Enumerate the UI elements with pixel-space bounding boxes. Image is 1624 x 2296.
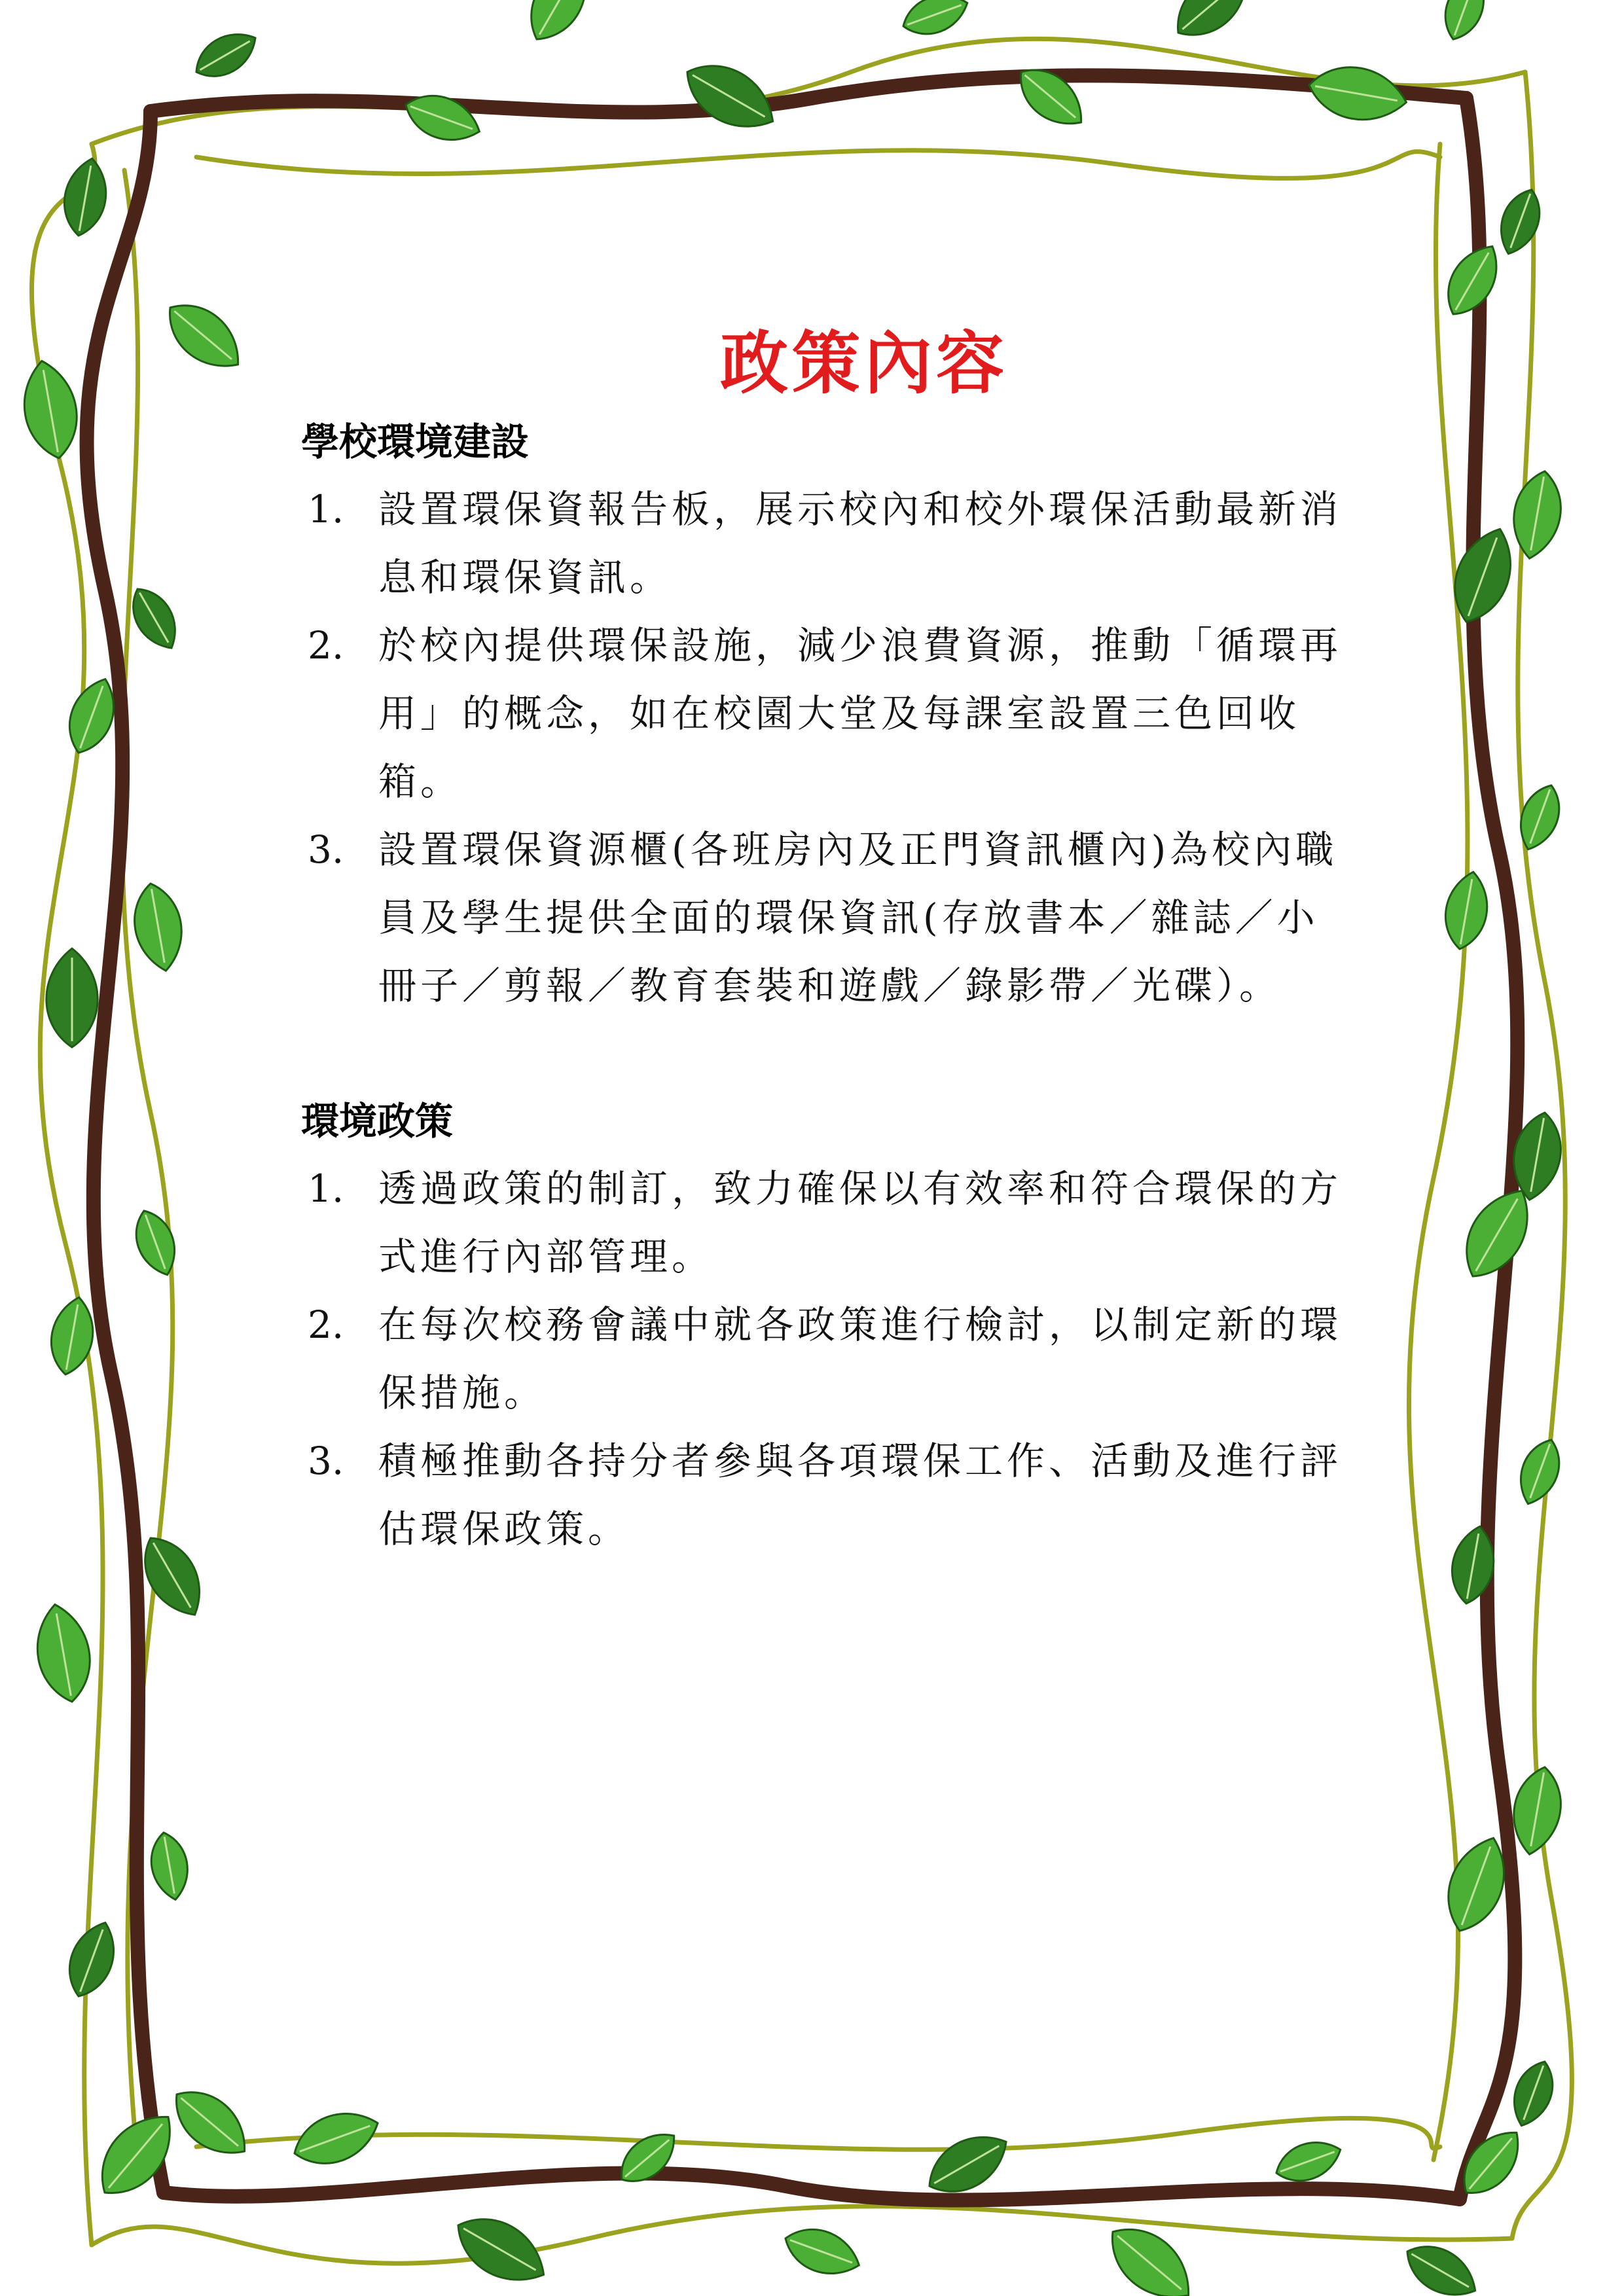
- leaf-icon: [1505, 2056, 1561, 2132]
- leaf-icon: [1271, 2133, 1346, 2189]
- leaf-icon: [1163, 0, 1261, 50]
- vine-left: [87, 111, 164, 2193]
- leaf-icon: [897, 0, 973, 43]
- list-item: 1. 透過政策的制訂，致力確保以有效率和符合環保的方式進行內部管理。: [308, 1166, 1343, 1279]
- leaf-icon: [46, 948, 98, 1047]
- leaf-icon: [1305, 60, 1411, 127]
- leaf-icon: [128, 880, 189, 975]
- leaf-icon: [122, 581, 187, 657]
- list-item: 2. 在每次校務會議中就各政策進行檢討，以制定新的環保措施。: [308, 1302, 1343, 1415]
- list-item: 2. 於校內提供環保設施，減少浪費資源，推動「循環再用」的概念，如在校園大堂及每課室設置三色回收箱。: [308, 623, 1343, 804]
- leaf-icon: [1492, 184, 1548, 260]
- page-title: 政策內容: [719, 323, 1008, 403]
- leaf-icon: [58, 155, 112, 240]
- list-item: 3. 積極推動各持分者參與各項環保工作、活動及進行評估環保政策。: [308, 1439, 1343, 1551]
- list-item: 3. 設置環保資源櫃(各班房內及正門資訊櫃內)為校內職員及學生提供全面的環保資訊(存放書本／雜誌／小冊子／剪報／教育套裝和遊戲／錄影帶／光碟）。: [308, 827, 1338, 1008]
- leaf-icon: [1439, 869, 1493, 953]
- leaf-icon: [29, 1600, 97, 1706]
- tendril-bottom-inner: [196, 2118, 1440, 2149]
- leaf-icon: [1397, 2234, 1485, 2296]
- vine-bottom: [164, 2173, 1460, 2200]
- leaf-icon: [155, 290, 253, 382]
- section-heading: 環境政策: [301, 1099, 454, 1143]
- section-heading: 學校環境建設: [301, 420, 530, 464]
- leaf-icon: [16, 357, 84, 463]
- tendril-right-inner: [1409, 144, 1467, 2160]
- section-school-environment: [301, 412, 1348, 1020]
- leaf-icon: [60, 1916, 124, 2003]
- leaf-icon: [188, 23, 264, 88]
- leaf-icon: [517, 0, 601, 51]
- leaf-icon: [1507, 467, 1568, 562]
- leaf-icon: [1511, 1434, 1568, 1510]
- leaf-icon: [287, 2102, 386, 2175]
- list-item: 1. 設置環保資報告板，展示校內和校外環保活動最新消息和環保資訊。: [308, 487, 1343, 600]
- leaf-icon: [1437, 0, 1493, 45]
- leaf-icon: [146, 1829, 192, 1903]
- leaf-icon: [399, 86, 486, 151]
- tendril-top-inner: [196, 151, 1440, 179]
- vine-top: [151, 75, 1466, 112]
- policy-content: [301, 314, 1348, 1563]
- section-environmental-policy: [301, 1092, 1348, 1563]
- leaf-icon: [128, 1205, 184, 1281]
- leaf-icon: [778, 2219, 866, 2284]
- leaf-icon: [1507, 1763, 1568, 1858]
- leaf-icon: [162, 2077, 259, 2169]
- leaf-icon: [611, 2122, 685, 2193]
